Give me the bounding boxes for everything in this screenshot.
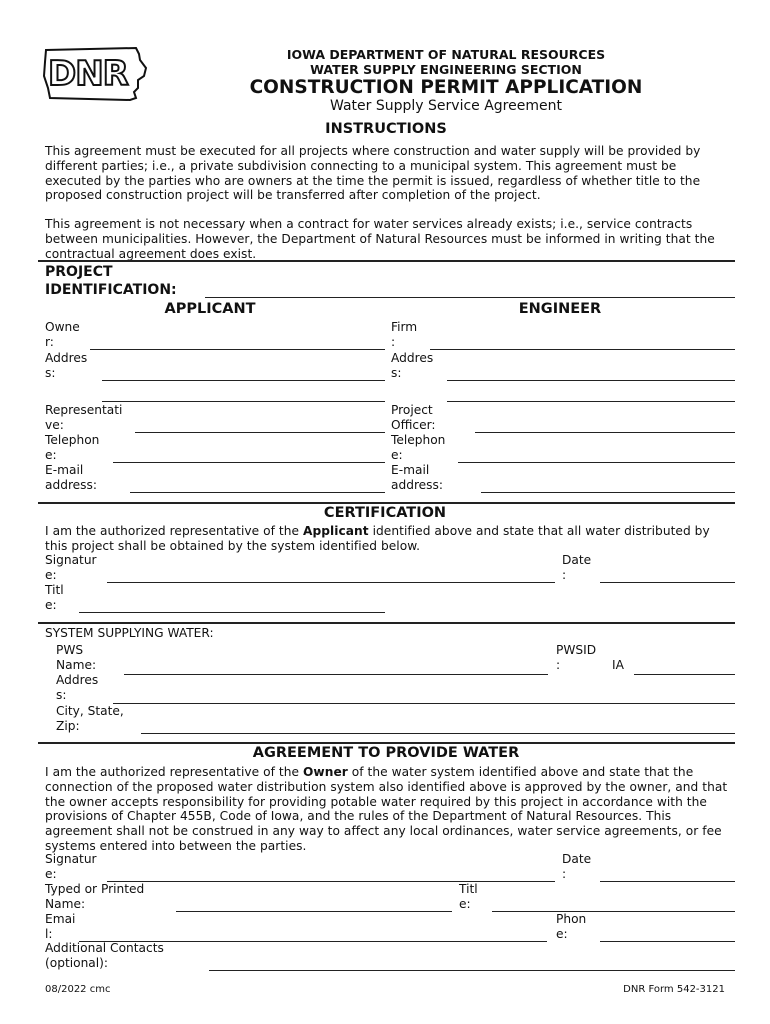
engineer-heading: ENGINEER (518, 301, 602, 317)
engineer-officer-label: Project Officer: (391, 403, 436, 432)
pwsid-label: PWSID : (556, 643, 597, 672)
engineer-telephone-label: Telephon e: (391, 433, 446, 462)
pws-name-label: PWS Name: (56, 643, 97, 672)
form-subtitle: Water Supply Service Agreement (330, 98, 562, 114)
applicant-address-field[interactable] (102, 380, 385, 381)
dnr-logo (40, 42, 152, 104)
engineer-firm-field[interactable] (430, 349, 735, 350)
certification-heading: CERTIFICATION (323, 505, 447, 521)
agency-name: IOWA DEPARTMENT OF NATURAL RESOURCES (286, 47, 606, 62)
certification-text-post: identified above and state that all water distributed by this project shall be obtained by the system identified below. (45, 524, 710, 553)
engineer-address-field[interactable] (447, 380, 735, 381)
section-name: WATER SUPPLY ENGINEERING SECTION (310, 62, 582, 77)
agreement-phone-field[interactable] (600, 941, 735, 942)
project-identification-field[interactable] (205, 297, 735, 298)
form-title: CONSTRUCTION PERMIT APPLICATION (249, 77, 643, 98)
footer-revision: 08/2022 cmc (45, 984, 111, 995)
instructions-paragraph-2: This agreement is not necessary when a contract for water services already exists; i.e., service contracts between municipalities. However, the Department of Natural Resources must be informed in writing that the contractual agreement does exist. (45, 217, 715, 261)
footer-form-number: DNR Form 542-3121 (623, 984, 725, 995)
engineer-address-label: Addres s: (391, 351, 434, 380)
certification-text-pre: I am the authorized representative of the (45, 524, 303, 538)
applicant-address-label: Addres s: (45, 351, 88, 380)
agreement-text-post: of the water system identified above and state that the connection of the proposed water distribution system also identified above is approved by the owner, and that the owner accepts responsibility for providing potable water required by this project in accordance with the provisions of Chapter 455B, Code of Iowa, and the rules of the Department of Natural Resources. This agreement shall not be construed in any way to affect any local ordinances, water service agreements, or fee systems entered into between the parties. (45, 765, 728, 853)
applicant-email-field[interactable] (130, 492, 385, 493)
applicant-owner-field[interactable] (90, 349, 385, 350)
instructions-paragraph-1: This agreement must be executed for all projects where construction and water supply will be provided by different parties; i.e., a private subdivision connecting to a municipal system. This agreement must be executed by the parties who are owners at the time the permit is issued, regardless of whether title to the proposed construction project will be transferred after completion of the project. (45, 144, 701, 203)
project-identification-label: PROJECT IDENTIFICATION: (45, 264, 177, 298)
certification-title-label: Titl e: (45, 583, 64, 612)
engineer-address-field-2[interactable] (447, 401, 735, 402)
applicant-heading: APPLICANT (164, 301, 256, 317)
applicant-email-label: E-mail address: (45, 463, 97, 492)
agreement-title-label: Titl e: (459, 882, 478, 911)
divider (38, 260, 735, 262)
logo-text: DNR (48, 54, 128, 94)
divider (38, 622, 735, 624)
agreement-heading: AGREEMENT TO PROVIDE WATER (252, 745, 520, 761)
agreement-signature-label: Signatur e: (45, 852, 97, 881)
system-address-label: Addres s: (56, 673, 99, 702)
additional-contacts-label: Additional Contacts (optional): (45, 941, 164, 970)
certification-text (45, 524, 735, 554)
agreement-email-label: Emai l: (45, 912, 76, 941)
agreement-date-label: Date : (562, 852, 592, 881)
applicant-representative-label: Representati ve: (45, 403, 123, 432)
system-city-field[interactable] (141, 733, 735, 734)
applicant-representative-field[interactable] (135, 432, 385, 433)
applicant-owner-label: Owne r: (45, 320, 80, 349)
system-heading: SYSTEM SUPPLYING WATER: (45, 626, 214, 640)
pwsid-field[interactable] (634, 674, 735, 675)
engineer-telephone-field[interactable] (458, 462, 735, 463)
certification-date-field[interactable] (600, 582, 735, 583)
certification-signature-field[interactable] (107, 582, 555, 583)
agreement-phone-label: Phon e: (556, 912, 587, 941)
divider (38, 742, 735, 744)
pwsid-prefix: IA (612, 658, 624, 672)
system-address-field[interactable] (113, 703, 735, 704)
divider (38, 502, 735, 504)
certification-text-bold: Applicant (303, 524, 369, 538)
engineer-email-label: E-mail address: (391, 463, 443, 492)
agreement-title-field[interactable] (492, 911, 735, 912)
engineer-firm-label: Firm : (391, 320, 418, 349)
applicant-address-field-2[interactable] (102, 401, 385, 402)
certification-date-label: Date : (562, 553, 592, 582)
agreement-text-pre: I am the authorized representative of the (45, 765, 303, 779)
system-city-label: City, State, Zip: (56, 704, 124, 733)
agreement-date-field[interactable] (600, 881, 735, 882)
printed-name-label: Typed or Printed Name: (45, 882, 145, 911)
pws-name-field[interactable] (124, 674, 548, 675)
applicant-telephone-label: Telephon e: (45, 433, 100, 462)
applicant-telephone-field[interactable] (113, 462, 385, 463)
engineer-email-field[interactable] (481, 492, 735, 493)
agreement-text (45, 765, 735, 854)
certification-title-field[interactable] (79, 612, 385, 613)
certification-signature-label: Signatur e: (45, 553, 97, 582)
agreement-text-bold: Owner (303, 765, 348, 779)
agreement-signature-field[interactable] (107, 881, 555, 882)
additional-contacts-field[interactable] (209, 970, 735, 971)
instructions-heading: INSTRUCTIONS (325, 121, 447, 137)
printed-name-field[interactable] (176, 911, 452, 912)
engineer-officer-field[interactable] (475, 432, 735, 433)
